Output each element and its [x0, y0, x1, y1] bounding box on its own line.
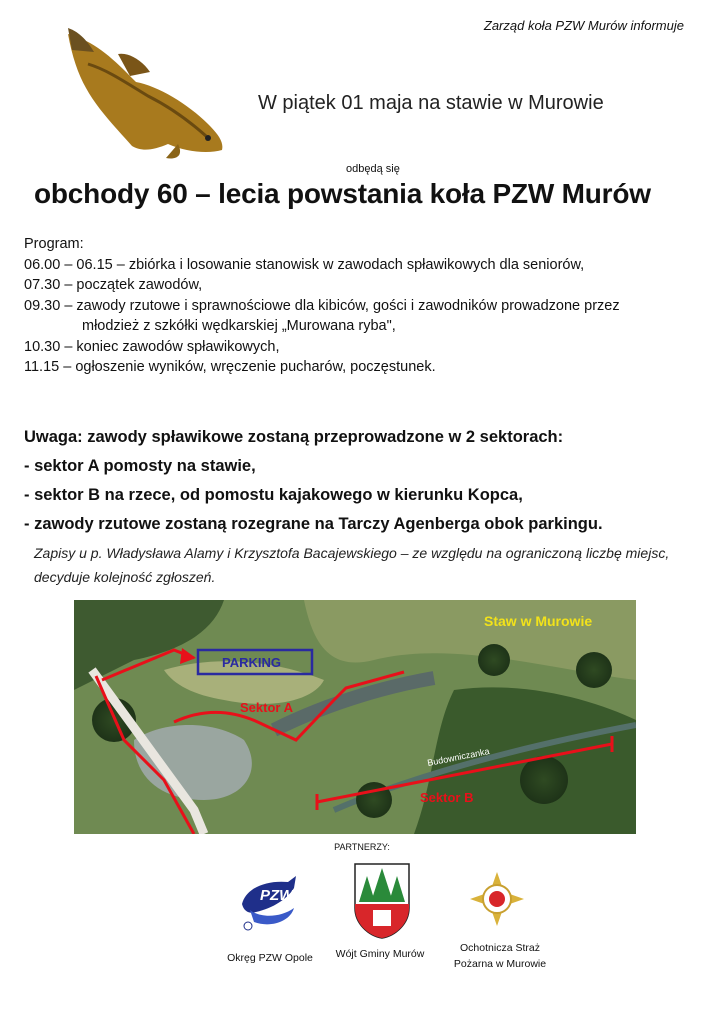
header-note: Zarząd koła PZW Murów informuje	[483, 18, 684, 33]
program-section	[24, 234, 694, 378]
warning-item: - sektor A pomosty na stawie,	[24, 457, 256, 475]
partner-caption: Ochotnicza Straż Pożarna w Murowie	[453, 942, 547, 970]
murow-coat-of-arms-icon	[353, 862, 411, 940]
program-item: 09.30 – zawody rzutowe i sprawnościowe dla kibiców, gości i zawodników prowadzone przez	[24, 297, 620, 314]
program-item-continuation: młodzież z szkółki wędkarskiej „Murowana ryba",	[82, 318, 396, 334]
sector-b-label: Sektor B	[420, 790, 474, 805]
pzw-logo-icon	[236, 868, 302, 932]
partner-caption: Wójt Gminy Murów	[335, 948, 425, 960]
river-label: Budowniczanka	[426, 746, 491, 768]
warning-item: - zawody rzutowe zostaną rozegrane na Tarczy Agenberga obok parkingu.	[24, 515, 603, 533]
sector-a-label: Sektor A	[240, 700, 293, 715]
parking-label: PARKING	[222, 655, 281, 670]
program-item: 07.30 – początek zawodów,	[24, 277, 203, 293]
partners-label: PARTNERZY:	[334, 842, 390, 852]
partner-caption: Okręg PZW Opole	[227, 952, 313, 964]
carp-fish-image	[58, 24, 234, 162]
signup-note: Zapisy u p. Władysława Alamy i Krzysztofa Bacajewskiego – ze względu na ograniczoną liczbę miejsc, decyduje kolejność zgłoszeń.	[34, 545, 670, 585]
intro-text: odbędą się	[346, 163, 400, 175]
warnings-section	[24, 423, 603, 539]
warning-item: - sektor B na rzece, od pomostu kajakowego w kierunku Kopca,	[24, 486, 523, 504]
program-item: 10.30 – koniec zawodów spławikowych,	[24, 338, 280, 355]
osp-emblem-icon	[468, 870, 526, 928]
program-label: Program:	[24, 236, 84, 252]
warning-heading: Uwaga: zawody spławikowe zostaną przeprowadzone w 2 sektorach:	[24, 428, 564, 446]
headline: W piątek 01 maja na stawie w Murowie	[258, 92, 604, 114]
satellite-map	[74, 600, 636, 834]
program-item: 11.15 – ogłoszenie wyników, wręczenie pucharów, poczęstunek.	[24, 359, 436, 375]
program-item: 06.00 – 06.15 – zbiórka i losowanie stanowisk w zawodach spławikowych dla seniorów,	[24, 256, 585, 273]
pzw-logo-text: PZW	[260, 887, 294, 904]
map-title: Staw w Murowie	[484, 613, 593, 629]
page-title: obchody 60 – lecia powstania koła PZW Murów	[34, 178, 651, 209]
